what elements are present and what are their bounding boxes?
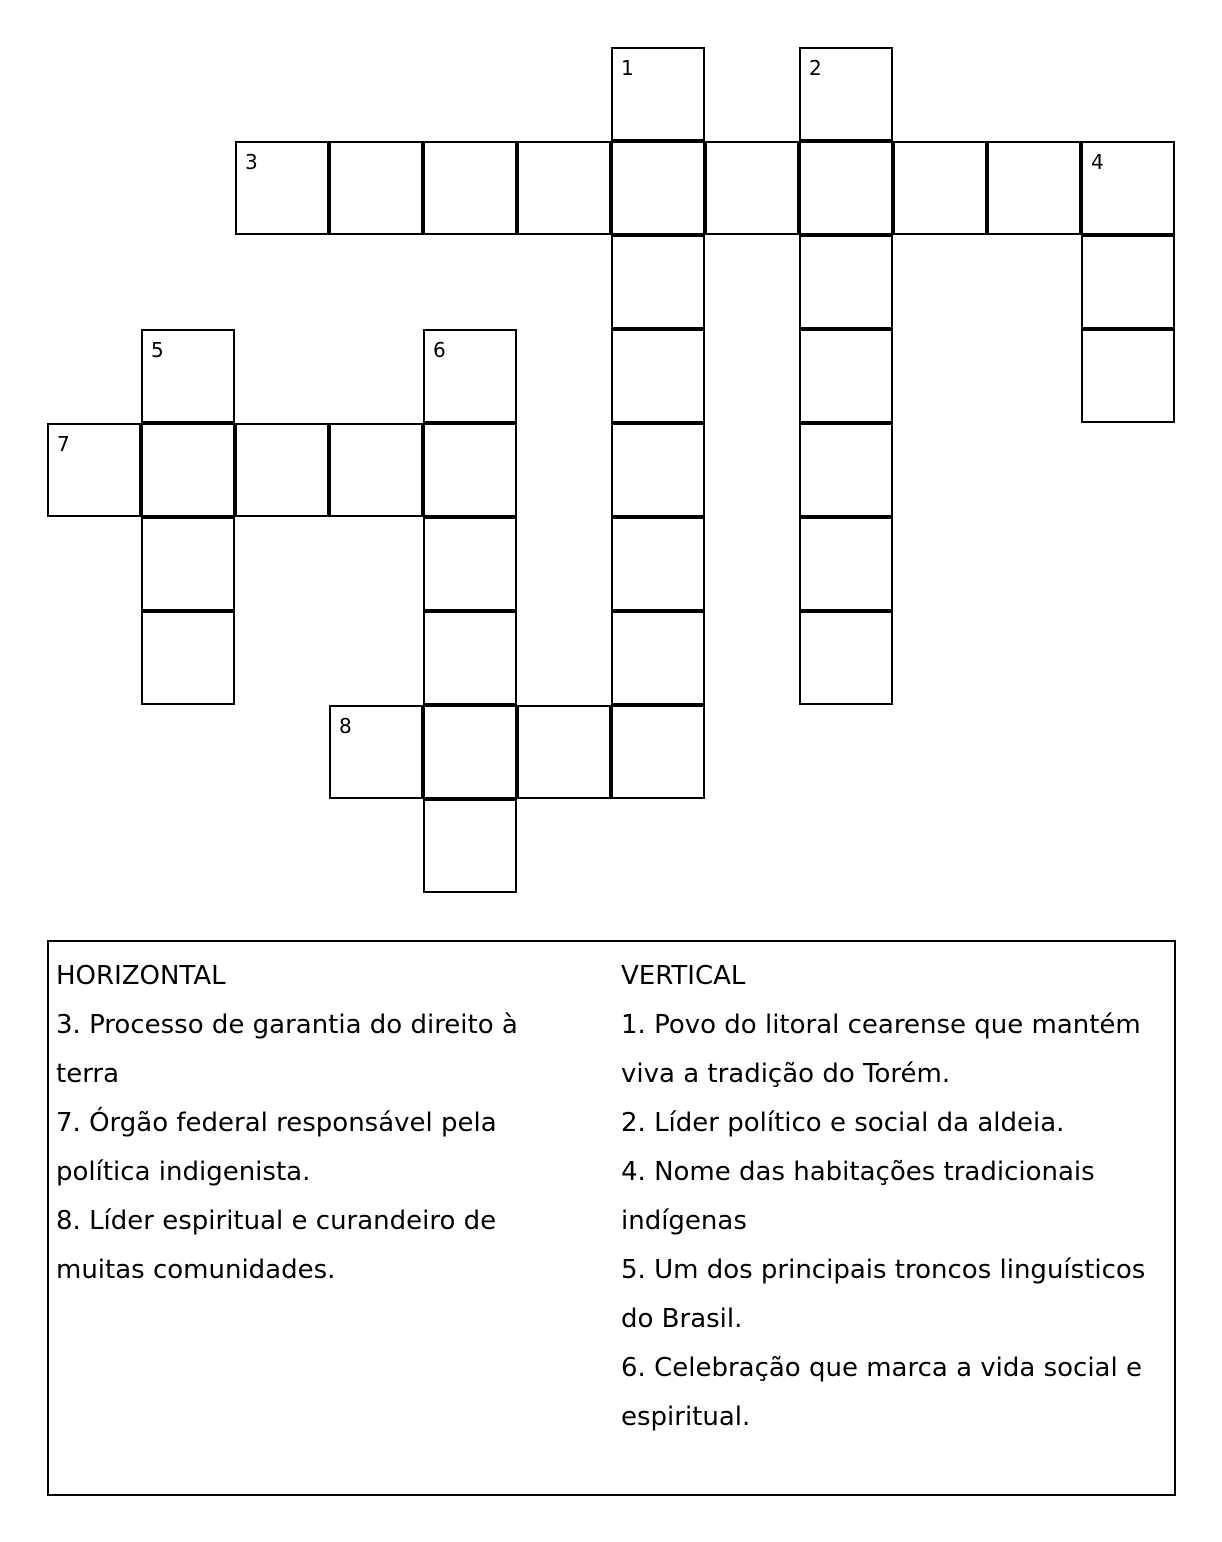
horizontal-clue-line: 7. Órgão federal responsável pela bbox=[56, 1108, 497, 1138]
crossword-cell[interactable] bbox=[423, 705, 517, 799]
crossword-cell[interactable] bbox=[329, 141, 423, 235]
clue-number: 6 bbox=[433, 338, 446, 362]
vertical-clue-line: do Brasil. bbox=[621, 1304, 743, 1334]
crossword-cell[interactable] bbox=[799, 611, 893, 705]
crossword-cell[interactable] bbox=[799, 235, 893, 329]
crossword-cell[interactable] bbox=[141, 329, 235, 423]
crossword-cell[interactable] bbox=[235, 141, 329, 235]
crossword-cell[interactable] bbox=[423, 517, 517, 611]
crossword-cell[interactable] bbox=[235, 423, 329, 517]
horizontal-clue-line: terra bbox=[56, 1059, 120, 1089]
vertical-clue-line: 5. Um dos principais troncos linguísticos bbox=[621, 1255, 1146, 1285]
crossword-cell[interactable] bbox=[893, 141, 987, 235]
vertical-clue-line: indígenas bbox=[621, 1206, 747, 1236]
vertical-clue-line: viva a tradição do Torém. bbox=[621, 1059, 951, 1089]
crossword-cell[interactable] bbox=[1081, 141, 1175, 235]
crossword-cell[interactable] bbox=[1081, 329, 1175, 423]
vertical-heading: VERTICAL bbox=[621, 961, 746, 991]
crossword-cell[interactable] bbox=[987, 141, 1081, 235]
crossword-cell[interactable] bbox=[423, 611, 517, 705]
vertical-clue-line: 1. Povo do litoral cearense que mantém bbox=[621, 1010, 1141, 1040]
crossword-cell[interactable] bbox=[329, 423, 423, 517]
crossword-cell[interactable] bbox=[423, 141, 517, 235]
crossword-cell[interactable] bbox=[611, 235, 705, 329]
clues-box bbox=[47, 940, 1176, 1496]
clue-number: 8 bbox=[339, 714, 352, 738]
clue-number: 3 bbox=[245, 150, 258, 174]
crossword-cell[interactable] bbox=[611, 611, 705, 705]
crossword-cell[interactable] bbox=[799, 141, 893, 235]
horizontal-clue-line: 3. Processo de garantia do direito à bbox=[56, 1010, 518, 1040]
crossword-cell[interactable] bbox=[141, 517, 235, 611]
crossword-cell[interactable] bbox=[799, 423, 893, 517]
crossword-cell[interactable] bbox=[517, 705, 611, 799]
vertical-clue-line: espiritual. bbox=[621, 1402, 751, 1432]
crossword-cell[interactable] bbox=[799, 517, 893, 611]
crossword-cell[interactable] bbox=[1081, 235, 1175, 329]
clue-number: 7 bbox=[57, 432, 70, 456]
horizontal-heading: HORIZONTAL bbox=[56, 961, 226, 991]
horizontal-clue-line: muitas comunidades. bbox=[56, 1255, 336, 1285]
horizontal-clue-line: política indigenista. bbox=[56, 1157, 311, 1187]
crossword-cell[interactable] bbox=[517, 141, 611, 235]
crossword-cell[interactable] bbox=[799, 47, 893, 141]
crossword-cell[interactable] bbox=[423, 329, 517, 423]
crossword-cell[interactable] bbox=[141, 611, 235, 705]
vertical-clue-line: 2. Líder político e social da aldeia. bbox=[621, 1108, 1065, 1138]
crossword-cell[interactable] bbox=[611, 47, 705, 141]
clue-number: 4 bbox=[1091, 150, 1104, 174]
crossword-cell[interactable] bbox=[705, 141, 799, 235]
horizontal-clues bbox=[56, 952, 576, 1295]
clue-number: 2 bbox=[809, 56, 822, 80]
crossword-cell[interactable] bbox=[611, 329, 705, 423]
clue-number: 5 bbox=[151, 338, 164, 362]
clue-number: 1 bbox=[621, 56, 634, 80]
crossword-cell[interactable] bbox=[329, 705, 423, 799]
vertical-clues bbox=[621, 952, 1171, 1442]
vertical-clue-line: 4. Nome das habitações tradicionais bbox=[621, 1157, 1095, 1187]
crossword-cell[interactable] bbox=[611, 141, 705, 235]
crossword-cell[interactable] bbox=[423, 423, 517, 517]
crossword-cell[interactable] bbox=[141, 423, 235, 517]
crossword-cell[interactable] bbox=[799, 329, 893, 423]
crossword-cell[interactable] bbox=[611, 517, 705, 611]
vertical-clue-line: 6. Celebração que marca a vida social e bbox=[621, 1353, 1142, 1383]
horizontal-clue-line: 8. Líder espiritual e curandeiro de bbox=[56, 1206, 497, 1236]
crossword-cell[interactable] bbox=[423, 799, 517, 893]
crossword-cell[interactable] bbox=[611, 705, 705, 799]
crossword-cell[interactable] bbox=[47, 423, 141, 517]
crossword-cell[interactable] bbox=[611, 423, 705, 517]
